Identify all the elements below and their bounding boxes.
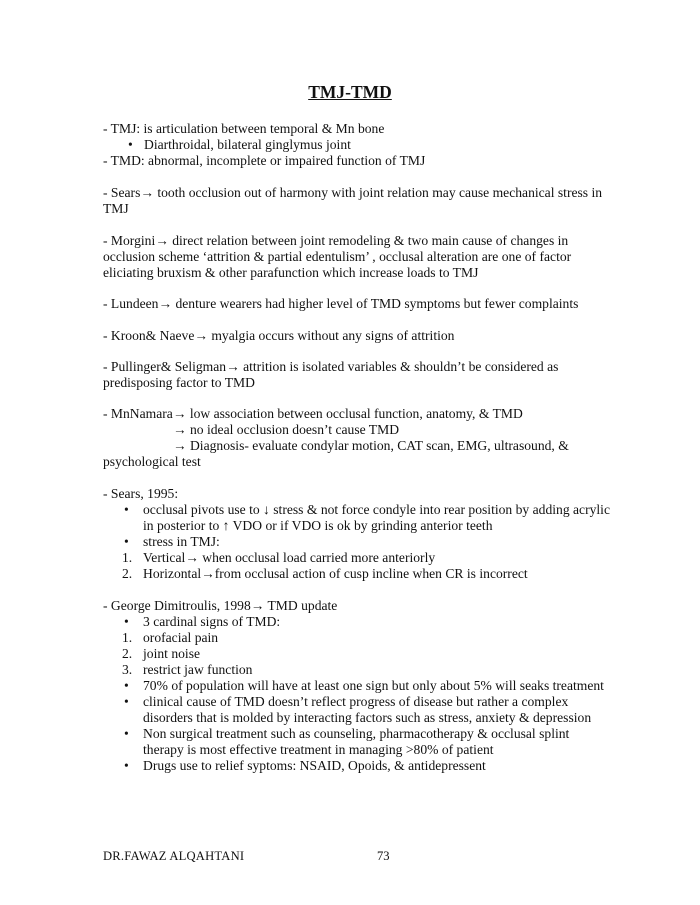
tmj-bullet-text: Diarthroidal, bilateral ginglymus joint [144, 137, 351, 152]
bullet-marker: • [124, 726, 129, 741]
sears-line-1: - Sears→ tooth occlusion out of harmony with joint relation may cause mechanical stress in [103, 185, 603, 200]
page-title: TMJ-TMD [308, 82, 392, 102]
sears1995-numbered-1: Vertical→ when occlusal load carried more anteriorly [143, 550, 436, 565]
mnnamara-line-4: psychological test [103, 454, 201, 469]
bullet-marker: • [124, 694, 129, 709]
morgini-line-2: occlusion scheme ‘attrition & partial edentulism’ , occlusal alteration are one of factor [103, 249, 572, 264]
sears1995-numbered-2: Horizontal→from occlusal action of cusp incline when CR is incorrect [143, 566, 528, 581]
george-bullet-1: 3 cardinal signs of TMD: [143, 614, 281, 629]
number-marker: 1. [122, 550, 133, 565]
bullet-marker: • [124, 678, 129, 693]
kroon-line: - Kroon& Naeve→ myalgia occurs without any signs of attrition [103, 328, 455, 343]
bullet-marker: • [124, 614, 129, 629]
pullinger-line-2: predisposing factor to TMD [103, 375, 255, 390]
mnnamara-line-3: → Diagnosis- evaluate condylar motion, CAT scan, EMG, ultrasound, & [173, 438, 569, 453]
george-heading: - George Dimitroulis, 1998→ TMD update [103, 598, 338, 613]
george-numbered-2: joint noise [143, 646, 201, 661]
george-numbered-1: orofacial pain [143, 630, 219, 645]
george-bullet-5: Drugs use to relief syptoms: NSAID, Opoids, & antidepressent [143, 758, 486, 773]
number-marker: 2. [122, 566, 133, 581]
tmd-definition: - TMD: abnormal, incomplete or impaired function of TMJ [103, 153, 426, 168]
sears1995-heading: - Sears, 1995: [103, 486, 179, 501]
bullet-marker: • [124, 502, 129, 517]
sears1995-bullet-2: stress in TMJ: [143, 534, 220, 549]
mnnamara-line-2: → no ideal occlusion doesn’t cause TMD [173, 422, 400, 437]
george-bullet-2: 70% of population will have at least one sign but only about 5% will seaks treatment [143, 678, 604, 693]
number-marker: 3. [122, 662, 133, 677]
sears1995-bullet-1-line-2: in posterior to ↑ VDO or if VDO is ok by grinding anterior teeth [143, 518, 493, 533]
tmj-definition: - TMJ: is articulation between temporal & Mn bone [103, 121, 385, 136]
page-number: 73 [377, 849, 390, 863]
mnnamara-line-1: - MnNamara→ low association between occlusal function, anatomy, & TMD [103, 406, 523, 421]
george-bullet-4-line-1: Non surgical treatment such as counseling, pharmacotherapy & occlusal splint [143, 726, 570, 741]
morgini-line-1: - Morgini→ direct relation between joint remodeling & two main cause of changes in [103, 233, 569, 248]
morgini-line-3: eliciating bruxism & other parafunction which increase loads to TMJ [103, 265, 479, 280]
george-bullet-3-line-1: clinical cause of TMD doesn’t reflect progress of disease but rather a complex [143, 694, 569, 709]
pullinger-line-1: - Pullinger& Seligman→ attrition is isolated variables & shouldn’t be considered as [103, 359, 559, 374]
george-numbered-3: restrict jaw function [143, 662, 253, 677]
george-bullet-3-line-2: disorders that is molded by interacting factors such as stress, anxiety & depression [143, 710, 592, 725]
lundeen-line: - Lundeen→ denture wearers had higher level of TMD symptoms but fewer complaints [103, 296, 579, 311]
sears1995-bullet-1-line-1: occlusal pivots use to ↓ stress & not force condyle into rear position by adding acrylic [143, 502, 610, 517]
sears-line-2: TMJ [103, 201, 129, 216]
number-marker: 2. [122, 646, 133, 661]
number-marker: 1. [122, 630, 133, 645]
footer-author: DR.FAWAZ ALQAHTANI [103, 849, 245, 863]
bullet-marker: • [128, 137, 133, 152]
bullet-marker: • [124, 758, 129, 773]
bullet-marker: • [124, 534, 129, 549]
george-bullet-4-line-2: therapy is most effective treatment in managing >80% of patient [143, 742, 494, 757]
